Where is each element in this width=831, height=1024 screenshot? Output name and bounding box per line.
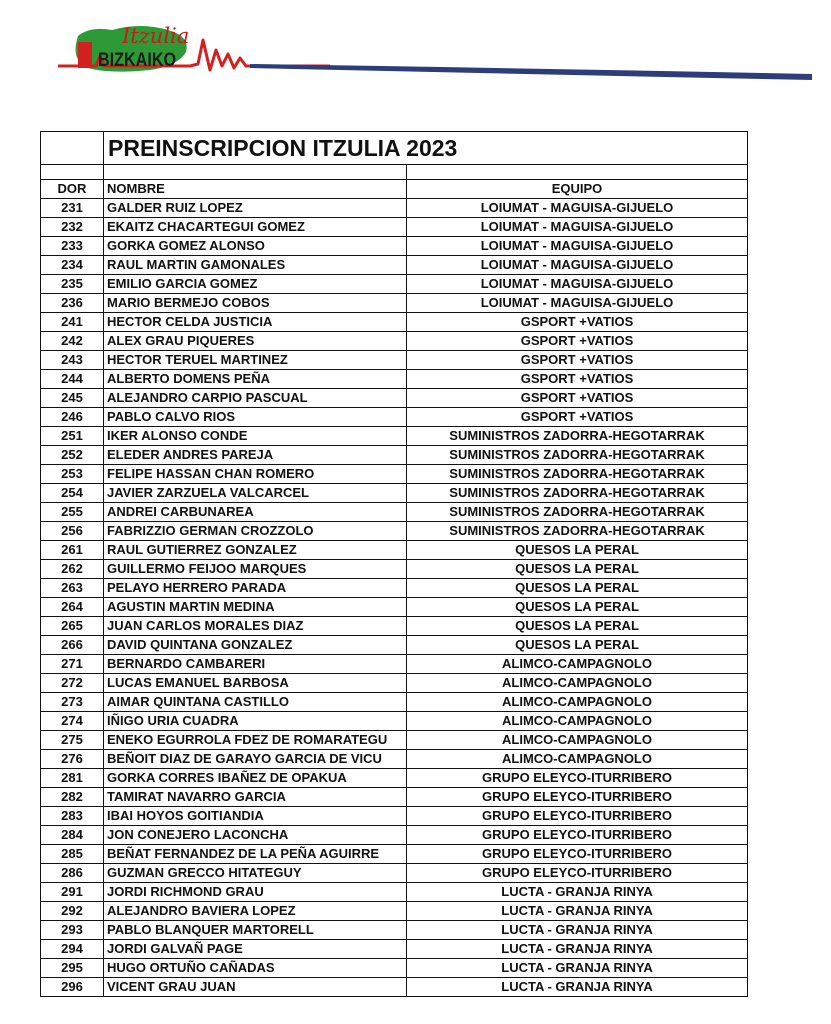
table-row xyxy=(41,807,748,826)
table-row xyxy=(41,883,748,902)
rider-name: DAVID QUINTANA GONZALEZ xyxy=(104,636,407,655)
table-row xyxy=(41,446,748,465)
rider-name: PELAYO HERRERO PARADA xyxy=(104,579,407,598)
header-dor: DOR xyxy=(41,180,104,199)
team-name: ALIMCO-CAMPAGNOLO xyxy=(407,674,748,693)
rider-name: HUGO ORTUÑO CAÑADAS xyxy=(104,959,407,978)
logo-script-text: Itzulia xyxy=(122,24,190,48)
rider-name: ELEDER ANDRES PAREJA xyxy=(104,446,407,465)
table-row xyxy=(41,408,748,427)
rider-name: JON CONEJERO LACONCHA xyxy=(104,826,407,845)
rider-number: 243 xyxy=(41,351,104,370)
rider-number: 263 xyxy=(41,579,104,598)
team-name: GSPORT +VATIOS xyxy=(407,370,748,389)
title-row xyxy=(41,132,748,165)
rider-number: 236 xyxy=(41,294,104,313)
rider-number: 294 xyxy=(41,940,104,959)
rider-number: 273 xyxy=(41,693,104,712)
team-name: LOIUMAT - MAGUISA-GIJUELO xyxy=(407,218,748,237)
rider-number: 293 xyxy=(41,921,104,940)
rider-number: 261 xyxy=(41,541,104,560)
logo-main-text: BIZKAIKO xyxy=(98,50,177,71)
team-name: ALIMCO-CAMPAGNOLO xyxy=(407,712,748,731)
rider-name: RAUL MARTIN GAMONALES xyxy=(104,256,407,275)
team-name: LUCTA - GRANJA RINYA xyxy=(407,978,748,997)
table-row xyxy=(41,959,748,978)
rider-number: 233 xyxy=(41,237,104,256)
team-name: GSPORT +VATIOS xyxy=(407,389,748,408)
rider-number: 242 xyxy=(41,332,104,351)
rider-name: IÑIGO URIA CUADRA xyxy=(104,712,407,731)
rider-name: ALEJANDRO CARPIO PASCUAL xyxy=(104,389,407,408)
rider-name: FABRIZZIO GERMAN CROZZOLO xyxy=(104,522,407,541)
rider-name: PABLO BLANQUER MARTORELL xyxy=(104,921,407,940)
rider-number: 264 xyxy=(41,598,104,617)
team-name: QUESOS LA PERAL xyxy=(407,560,748,579)
team-name: LUCTA - GRANJA RINYA xyxy=(407,940,748,959)
table-row xyxy=(41,522,748,541)
table-row xyxy=(41,370,748,389)
table-row xyxy=(41,902,748,921)
table-row xyxy=(41,845,748,864)
rider-name: ENEKO EGURROLA FDEZ DE ROMARATEGU xyxy=(104,731,407,750)
team-name: LOIUMAT - MAGUISA-GIJUELO xyxy=(407,237,748,256)
team-name: QUESOS LA PERAL xyxy=(407,636,748,655)
rider-name: TAMIRAT NAVARRO GARCIA xyxy=(104,788,407,807)
rider-name: ALEJANDRO BAVIERA LOPEZ xyxy=(104,902,407,921)
rider-name: VICENT GRAU JUAN xyxy=(104,978,407,997)
table-row xyxy=(41,218,748,237)
rider-number: 252 xyxy=(41,446,104,465)
rider-number: 284 xyxy=(41,826,104,845)
table-row xyxy=(41,503,748,522)
rider-name: PABLO CALVO RIOS xyxy=(104,408,407,427)
table-row xyxy=(41,655,748,674)
rider-name: AGUSTIN MARTIN MEDINA xyxy=(104,598,407,617)
rider-name: LUCAS EMANUEL BARBOSA xyxy=(104,674,407,693)
table-row xyxy=(41,237,748,256)
rider-number: 231 xyxy=(41,199,104,218)
table-row xyxy=(41,332,748,351)
rider-name: BERNARDO CAMBARERI xyxy=(104,655,407,674)
table-row xyxy=(41,351,748,370)
rider-number: 296 xyxy=(41,978,104,997)
team-name: LOIUMAT - MAGUISA-GIJUELO xyxy=(407,275,748,294)
rider-number: 275 xyxy=(41,731,104,750)
team-name: GRUPO ELEYCO-ITURRIBERO xyxy=(407,807,748,826)
header-logo xyxy=(0,0,831,100)
team-name: ALIMCO-CAMPAGNOLO xyxy=(407,655,748,674)
team-name: GRUPO ELEYCO-ITURRIBERO xyxy=(407,845,748,864)
rider-name: MARIO BERMEJO COBOS xyxy=(104,294,407,313)
rider-name: ALBERTO DOMENS PEÑA xyxy=(104,370,407,389)
rider-number: 232 xyxy=(41,218,104,237)
header-equipo: EQUIPO xyxy=(407,180,748,199)
table-row xyxy=(41,940,748,959)
team-name: SUMINISTROS ZADORRA-HEGOTARRAK xyxy=(407,465,748,484)
table-row xyxy=(41,978,748,997)
team-name: GSPORT +VATIOS xyxy=(407,313,748,332)
team-name: SUMINISTROS ZADORRA-HEGOTARRAK xyxy=(407,446,748,465)
rider-name: FELIPE HASSAN CHAN ROMERO xyxy=(104,465,407,484)
rider-name: BEÑAT FERNANDEZ DE LA PEÑA AGUIRRE xyxy=(104,845,407,864)
table-row xyxy=(41,864,748,883)
team-name: GRUPO ELEYCO-ITURRIBERO xyxy=(407,769,748,788)
team-name: SUMINISTROS ZADORRA-HEGOTARRAK xyxy=(407,522,748,541)
rider-name: EKAITZ CHACARTEGUI GOMEZ xyxy=(104,218,407,237)
table-row xyxy=(41,465,748,484)
rider-name: GORKA CORRES IBAÑEZ DE OPAKUA xyxy=(104,769,407,788)
title-empty-cell xyxy=(41,132,104,165)
team-name: QUESOS LA PERAL xyxy=(407,579,748,598)
header-row xyxy=(41,180,748,199)
team-name: ALIMCO-CAMPAGNOLO xyxy=(407,693,748,712)
rider-name: HECTOR CELDA JUSTICIA xyxy=(104,313,407,332)
rider-number: 234 xyxy=(41,256,104,275)
team-name: LUCTA - GRANJA RINYA xyxy=(407,902,748,921)
rider-number: 286 xyxy=(41,864,104,883)
table-row xyxy=(41,579,748,598)
rider-name: ALEX GRAU PIQUERES xyxy=(104,332,407,351)
team-name: SUMINISTROS ZADORRA-HEGOTARRAK xyxy=(407,484,748,503)
rider-number: 255 xyxy=(41,503,104,522)
rider-number: 274 xyxy=(41,712,104,731)
team-name: LOIUMAT - MAGUISA-GIJUELO xyxy=(407,256,748,275)
rider-number: 291 xyxy=(41,883,104,902)
rider-number: 285 xyxy=(41,845,104,864)
rider-number: 265 xyxy=(41,617,104,636)
rider-number: 292 xyxy=(41,902,104,921)
team-name: GSPORT +VATIOS xyxy=(407,351,748,370)
table-row xyxy=(41,598,748,617)
rider-name: IKER ALONSO CONDE xyxy=(104,427,407,446)
team-name: ALIMCO-CAMPAGNOLO xyxy=(407,750,748,769)
team-name: ALIMCO-CAMPAGNOLO xyxy=(407,731,748,750)
rider-name: JORDI GALVAÑ PAGE xyxy=(104,940,407,959)
team-name: LOIUMAT - MAGUISA-GIJUELO xyxy=(407,294,748,313)
rider-name: JUAN CARLOS MORALES DIAZ xyxy=(104,617,407,636)
rider-number: 272 xyxy=(41,674,104,693)
rider-number: 246 xyxy=(41,408,104,427)
rider-number: 282 xyxy=(41,788,104,807)
table-row xyxy=(41,750,748,769)
rider-number: 235 xyxy=(41,275,104,294)
rider-name: ANDREI CARBUNAREA xyxy=(104,503,407,522)
document-title: PREINSCRIPCION ITZULIA 2023 xyxy=(104,132,748,165)
table-row xyxy=(41,560,748,579)
spacer-cell xyxy=(104,165,407,180)
table-row xyxy=(41,484,748,503)
rider-name: AIMAR QUINTANA CASTILLO xyxy=(104,693,407,712)
table-row xyxy=(41,275,748,294)
team-name: GRUPO ELEYCO-ITURRIBERO xyxy=(407,788,748,807)
team-name: GRUPO ELEYCO-ITURRIBERO xyxy=(407,826,748,845)
registration-table xyxy=(40,131,748,997)
table-row xyxy=(41,712,748,731)
rider-name: EMILIO GARCIA GOMEZ xyxy=(104,275,407,294)
team-name: LUCTA - GRANJA RINYA xyxy=(407,883,748,902)
rider-number: 256 xyxy=(41,522,104,541)
table-row xyxy=(41,826,748,845)
rider-number: 244 xyxy=(41,370,104,389)
table-row xyxy=(41,617,748,636)
rider-number: 295 xyxy=(41,959,104,978)
rider-number: 262 xyxy=(41,560,104,579)
table-row xyxy=(41,427,748,446)
rider-name: RAUL GUTIERREZ GONZALEZ xyxy=(104,541,407,560)
table-row xyxy=(41,199,748,218)
team-name: GSPORT +VATIOS xyxy=(407,332,748,351)
table-row xyxy=(41,674,748,693)
table-row xyxy=(41,769,748,788)
rider-number: 281 xyxy=(41,769,104,788)
table-row xyxy=(41,636,748,655)
table-row xyxy=(41,294,748,313)
team-name: SUMINISTROS ZADORRA-HEGOTARRAK xyxy=(407,427,748,446)
team-name: SUMINISTROS ZADORRA-HEGOTARRAK xyxy=(407,503,748,522)
team-name: LUCTA - GRANJA RINYA xyxy=(407,959,748,978)
rider-name: JAVIER ZARZUELA VALCARCEL xyxy=(104,484,407,503)
rider-number: 253 xyxy=(41,465,104,484)
rider-number: 276 xyxy=(41,750,104,769)
rider-number: 241 xyxy=(41,313,104,332)
table-row xyxy=(41,921,748,940)
header-nombre: NOMBRE xyxy=(104,180,407,199)
team-name: GRUPO ELEYCO-ITURRIBERO xyxy=(407,864,748,883)
rider-name: JORDI RICHMOND GRAU xyxy=(104,883,407,902)
rider-name: GALDER RUIZ LOPEZ xyxy=(104,199,407,218)
rider-number: 245 xyxy=(41,389,104,408)
table-row xyxy=(41,313,748,332)
spacer-cell xyxy=(407,165,748,180)
team-name: GSPORT +VATIOS xyxy=(407,408,748,427)
rider-number: 266 xyxy=(41,636,104,655)
table-row xyxy=(41,693,748,712)
rider-number: 271 xyxy=(41,655,104,674)
table-row xyxy=(41,731,748,750)
table-row xyxy=(41,389,748,408)
rider-name: IBAI HOYOS GOITIANDIA xyxy=(104,807,407,826)
rider-name: BEÑOIT DIAZ DE GARAYO GARCIA DE VICU xyxy=(104,750,407,769)
rider-number: 254 xyxy=(41,484,104,503)
team-name: LUCTA - GRANJA RINYA xyxy=(407,921,748,940)
table-row xyxy=(41,541,748,560)
rider-number: 251 xyxy=(41,427,104,446)
table-row xyxy=(41,256,748,275)
rider-name: HECTOR TERUEL MARTINEZ xyxy=(104,351,407,370)
rider-name: GORKA GOMEZ ALONSO xyxy=(104,237,407,256)
rider-number: 283 xyxy=(41,807,104,826)
spacer-cell xyxy=(41,165,104,180)
team-name: QUESOS LA PERAL xyxy=(407,541,748,560)
spacer-row xyxy=(41,165,748,180)
team-name: QUESOS LA PERAL xyxy=(407,598,748,617)
rider-name: GUILLERMO FEIJOO MARQUES xyxy=(104,560,407,579)
team-name: LOIUMAT - MAGUISA-GIJUELO xyxy=(407,199,748,218)
rider-name: GUZMAN GRECCO HITATEGUY xyxy=(104,864,407,883)
team-name: QUESOS LA PERAL xyxy=(407,617,748,636)
table-row xyxy=(41,788,748,807)
